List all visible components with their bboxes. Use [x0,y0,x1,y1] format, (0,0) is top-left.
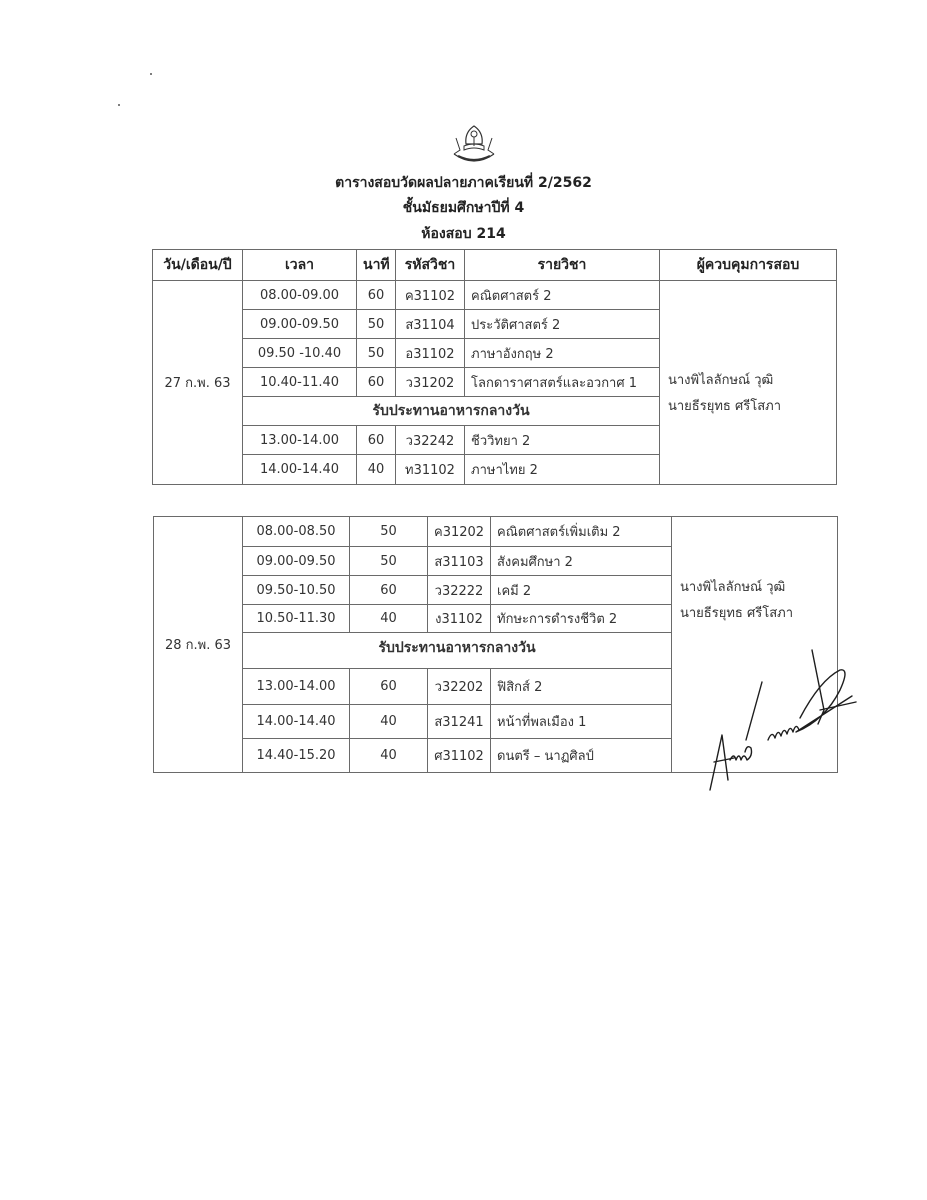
subject-name: ดนตรี – นาฏศิลป์ [491,739,672,773]
grade-level: ชั้นมัธยมศึกษาปีที่ 4 [402,200,525,216]
page-title: ตารางสอบวัดผลปลายภาคเรียนที่ 2/2562 [335,175,592,191]
table-row [153,281,837,310]
subject-name: คณิตศาสตร์เพิ่มเติม 2 [491,517,672,547]
exam-minutes: 40 [350,705,428,739]
exam-minutes: 60 [350,669,428,705]
handwritten-signature [700,640,860,800]
exam-room: ห้องสอบ 214 [421,226,506,242]
exam-table-day1 [152,249,837,485]
subject-code: ค31202 [428,517,491,547]
scan-speck [150,73,152,75]
exam-minutes: 40 [350,739,428,773]
proctor-name: นางพิไลลักษณ์ วุฒิ [680,580,786,595]
exam-time: 09.50 -10.40 [243,339,357,368]
subject-name: หน้าที่พลเมือง 1 [491,705,672,739]
exam-time: 08.00-08.50 [243,517,350,547]
exam-time: 10.40-11.40 [243,368,357,397]
exam-minutes: 50 [350,547,428,576]
exam-date: 27 ก.พ. 63 [153,281,243,485]
col-code: รหัสวิชา [396,250,465,281]
subject-code: ส31241 [428,705,491,739]
subject-code: ท31102 [396,455,465,485]
exam-time: 14.00-14.40 [243,705,350,739]
exam-minutes: 40 [357,455,396,485]
col-date: วัน/เดือน/ปี [153,250,243,281]
subject-code: ว32242 [396,426,465,455]
subject-code: ศ31102 [428,739,491,773]
subject-name: ภาษาไทย 2 [465,455,660,485]
col-time: เวลา [243,250,357,281]
exam-minutes: 50 [357,310,396,339]
exam-time: 13.00-14.00 [243,669,350,705]
exam-date: 28 ก.พ. 63 [154,517,243,773]
exam-time: 14.40-15.20 [243,739,350,773]
exam-time: 09.00-09.50 [243,547,350,576]
subject-code: อ31102 [396,339,465,368]
exam-minutes: 60 [357,368,396,397]
proctor-name: นายธีรยุทธ ศรีโสภา [680,606,793,621]
proctor-name: นายธีรยุทธ ศรีโสภา [668,398,781,414]
subject-code: ว32202 [428,669,491,705]
exam-minutes: 50 [357,339,396,368]
subject-name: ภาษาอังกฤษ 2 [465,339,660,368]
subject-code: ว31202 [396,368,465,397]
table-header-row [153,250,837,281]
exam-minutes: 50 [350,517,428,547]
lunch-break: รับประทานอาหารกลางวัน [243,633,672,669]
exam-time: 09.50-10.50 [243,576,350,605]
subject-name: โลกดาราศาสตร์และอวกาศ 1 [465,368,660,397]
exam-time: 09.00-09.50 [243,310,357,339]
school-crest-logo [448,124,500,168]
lunch-break: รับประทานอาหารกลางวัน [243,397,660,426]
subject-name: ชีววิทยา 2 [465,426,660,455]
scan-speck [118,104,120,106]
subject-code: ส31103 [428,547,491,576]
exam-minutes: 60 [350,576,428,605]
exam-minutes: 40 [350,605,428,633]
exam-time: 14.00-14.40 [243,455,357,485]
exam-minutes: 60 [357,281,396,310]
proctor-name: นางพิไลลักษณ์ วุฒิ [668,372,774,388]
exam-minutes: 60 [357,426,396,455]
subject-code: ว32222 [428,576,491,605]
exam-time: 08.00-09.00 [243,281,357,310]
subject-name: ประวัติศาสตร์ 2 [465,310,660,339]
subject-code: ง31102 [428,605,491,633]
table-row [154,517,838,547]
col-subject: รายวิชา [465,250,660,281]
proctor-cell [660,281,837,485]
subject-name: คณิตศาสตร์ 2 [465,281,660,310]
exam-time: 13.00-14.00 [243,426,357,455]
subject-code: ค31102 [396,281,465,310]
subject-name: ทักษะการดำรงชีวิต 2 [491,605,672,633]
subject-code: ส31104 [396,310,465,339]
subject-name: เคมี 2 [491,576,672,605]
col-minutes: นาที [357,250,396,281]
subject-name: ฟิสิกส์ 2 [491,669,672,705]
exam-time: 10.50-11.30 [243,605,350,633]
col-proctor: ผู้ควบคุมการสอบ [660,250,837,281]
subject-name: สังคมศึกษา 2 [491,547,672,576]
